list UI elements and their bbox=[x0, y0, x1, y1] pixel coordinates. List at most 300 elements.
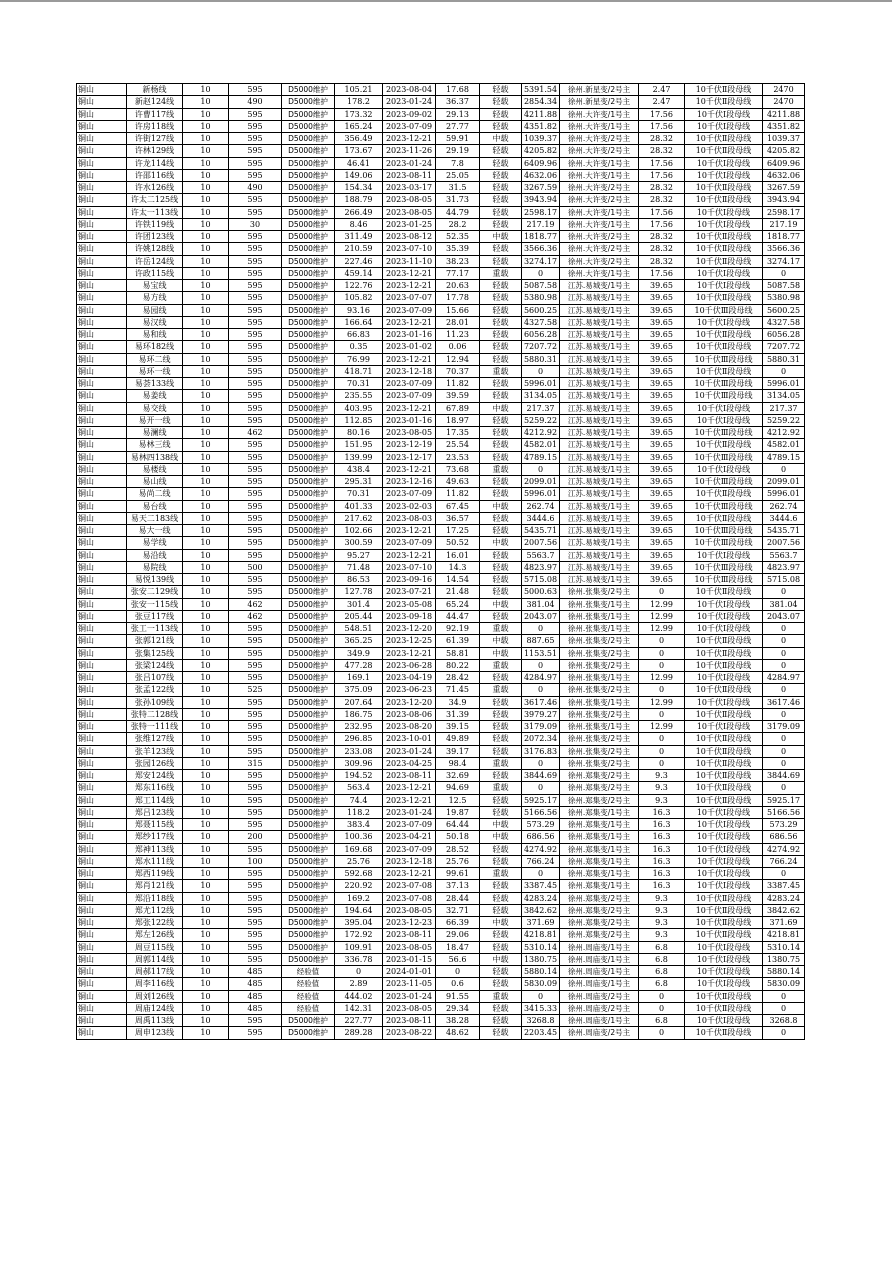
source-cell: D5000维护 bbox=[282, 145, 335, 157]
transformer-cell: 徐州.张集变/2号主 bbox=[560, 635, 639, 647]
voltage-cell: 10 bbox=[183, 929, 229, 941]
load-cell: 349.9 bbox=[335, 647, 383, 659]
bus-section-cell: 10千伏Ⅰ段母线 bbox=[685, 463, 763, 475]
bus-available-cell: 4351.82 bbox=[763, 120, 805, 132]
available-capacity-cell: 4351.82 bbox=[522, 120, 560, 132]
date-cell: 2023-03-17 bbox=[383, 182, 436, 194]
source-cell: D5000维护 bbox=[282, 218, 335, 230]
transformer-cell: 徐州.郑集变/1号主 bbox=[560, 855, 639, 867]
load-rate-cell: 52.35 bbox=[436, 231, 480, 243]
table-row bbox=[77, 855, 805, 867]
transformer-cell: 徐州.周庙变/1号主 bbox=[560, 953, 639, 965]
district-cell: 铜山 bbox=[77, 586, 127, 598]
bus-section-cell: 10千伏Ⅰ段母线 bbox=[685, 218, 763, 230]
transformer-rate-cell: 39.65 bbox=[639, 439, 685, 451]
date-cell: 2023-08-05 bbox=[383, 1002, 436, 1014]
load-status-cell: 中载 bbox=[480, 953, 522, 965]
load-status-cell: 轻载 bbox=[480, 451, 522, 463]
transformer-cell: 江苏.易城变/1号主 bbox=[560, 488, 639, 500]
table-row bbox=[77, 1002, 805, 1014]
load-status-cell: 轻载 bbox=[480, 512, 522, 524]
capacity-cell: 595 bbox=[229, 157, 282, 169]
date-cell: 2023-11-10 bbox=[383, 255, 436, 267]
available-capacity-cell: 5435.71 bbox=[522, 525, 560, 537]
load-cell: 172.92 bbox=[335, 929, 383, 941]
transformer-cell: 江苏.易城变/1号主 bbox=[560, 316, 639, 328]
bus-available-cell: 5380.98 bbox=[763, 292, 805, 304]
bus-section-cell: 10千伏Ⅰ段母线 bbox=[685, 414, 763, 426]
table-row bbox=[77, 537, 805, 549]
date-cell: 2023-04-21 bbox=[383, 831, 436, 843]
available-capacity-cell: 3617.46 bbox=[522, 696, 560, 708]
transformer-rate-cell: 17.56 bbox=[639, 169, 685, 181]
district-cell: 铜山 bbox=[77, 610, 127, 622]
transformer-rate-cell: 9.3 bbox=[639, 794, 685, 806]
available-capacity-cell: 686.56 bbox=[522, 831, 560, 843]
table-row bbox=[77, 696, 805, 708]
district-cell: 铜山 bbox=[77, 561, 127, 573]
load-rate-cell: 15.66 bbox=[436, 304, 480, 316]
capacity-cell: 595 bbox=[229, 169, 282, 181]
load-status-cell: 重载 bbox=[480, 757, 522, 769]
bus-section-cell: 10千伏Ⅲ段母线 bbox=[685, 304, 763, 316]
line-name-cell: 张集125线 bbox=[127, 647, 183, 659]
date-cell: 2023-08-11 bbox=[383, 770, 436, 782]
district-cell: 铜山 bbox=[77, 598, 127, 610]
load-status-cell: 中载 bbox=[480, 500, 522, 512]
bus-section-cell: 10千伏Ⅱ段母线 bbox=[685, 1002, 763, 1014]
transformer-rate-cell: 9.3 bbox=[639, 929, 685, 941]
source-cell: D5000维护 bbox=[282, 782, 335, 794]
load-status-cell: 轻载 bbox=[480, 439, 522, 451]
date-cell: 2023-12-21 bbox=[383, 794, 436, 806]
table-row bbox=[77, 96, 805, 108]
bus-section-cell: 10千伏Ⅰ段母线 bbox=[685, 953, 763, 965]
load-cell: 70.31 bbox=[335, 378, 383, 390]
transformer-rate-cell: 0 bbox=[639, 745, 685, 757]
bus-available-cell: 3943.94 bbox=[763, 194, 805, 206]
table-row bbox=[77, 978, 805, 990]
load-status-cell: 轻载 bbox=[480, 1002, 522, 1014]
available-capacity-cell: 1039.37 bbox=[522, 133, 560, 145]
load-rate-cell: 17.68 bbox=[436, 84, 480, 96]
transformer-cell: 徐州.郑集变/2号主 bbox=[560, 892, 639, 904]
district-cell: 铜山 bbox=[77, 770, 127, 782]
capacity-cell: 595 bbox=[229, 451, 282, 463]
transformer-cell: 徐州.大许变/2号主 bbox=[560, 255, 639, 267]
transformer-rate-cell: 0 bbox=[639, 1002, 685, 1014]
bus-section-cell: 10千伏Ⅲ段母线 bbox=[685, 353, 763, 365]
load-status-cell: 轻载 bbox=[480, 243, 522, 255]
table-row bbox=[77, 439, 805, 451]
load-cell: 188.79 bbox=[335, 194, 383, 206]
voltage-cell: 10 bbox=[183, 280, 229, 292]
transformer-rate-cell: 9.3 bbox=[639, 770, 685, 782]
date-cell: 2023-01-24 bbox=[383, 990, 436, 1002]
load-rate-cell: 59.91 bbox=[436, 133, 480, 145]
date-cell: 2023-01-24 bbox=[383, 96, 436, 108]
load-rate-cell: 31.39 bbox=[436, 708, 480, 720]
bus-available-cell: 0 bbox=[763, 635, 805, 647]
voltage-cell: 10 bbox=[183, 231, 229, 243]
bus-section-cell: 10千伏Ⅰ段母线 bbox=[685, 169, 763, 181]
date-cell: 2023-12-21 bbox=[383, 868, 436, 880]
load-status-cell: 轻载 bbox=[480, 316, 522, 328]
load-rate-cell: 80.22 bbox=[436, 659, 480, 671]
table-row bbox=[77, 659, 805, 671]
voltage-cell: 10 bbox=[183, 243, 229, 255]
bus-section-cell: 10千伏Ⅰ段母线 bbox=[685, 316, 763, 328]
load-status-cell: 中载 bbox=[480, 133, 522, 145]
table-body bbox=[77, 84, 805, 1040]
load-rate-cell: 44.47 bbox=[436, 610, 480, 622]
available-capacity-cell: 5259.22 bbox=[522, 414, 560, 426]
bus-available-cell: 4205.82 bbox=[763, 145, 805, 157]
load-cell: 154.34 bbox=[335, 182, 383, 194]
date-cell: 2023-12-20 bbox=[383, 696, 436, 708]
available-capacity-cell: 0 bbox=[522, 365, 560, 377]
load-rate-cell: 67.45 bbox=[436, 500, 480, 512]
bus-available-cell: 4284.97 bbox=[763, 672, 805, 684]
capacity-cell: 595 bbox=[229, 745, 282, 757]
bus-available-cell: 0 bbox=[763, 990, 805, 1002]
available-capacity-cell: 5391.54 bbox=[522, 84, 560, 96]
voltage-cell: 10 bbox=[183, 659, 229, 671]
date-cell: 2023-06-28 bbox=[383, 659, 436, 671]
load-cell: 70.31 bbox=[335, 488, 383, 500]
voltage-cell: 10 bbox=[183, 733, 229, 745]
bus-available-cell: 5310.14 bbox=[763, 941, 805, 953]
bus-available-cell: 0 bbox=[763, 757, 805, 769]
date-cell: 2023-01-02 bbox=[383, 341, 436, 353]
line-name-cell: 郑张122线 bbox=[127, 917, 183, 929]
bus-section-cell: 10千伏Ⅱ段母线 bbox=[685, 231, 763, 243]
available-capacity-cell: 3268.8 bbox=[522, 1015, 560, 1027]
source-cell: D5000维护 bbox=[282, 267, 335, 279]
date-cell: 2023-12-19 bbox=[383, 439, 436, 451]
date-cell: 2023-01-24 bbox=[383, 806, 436, 818]
source-cell: D5000维护 bbox=[282, 672, 335, 684]
bus-available-cell: 2007.56 bbox=[763, 537, 805, 549]
date-cell: 2023-12-18 bbox=[383, 855, 436, 867]
capacity-cell: 595 bbox=[229, 917, 282, 929]
line-name-cell: 易林四138线 bbox=[127, 451, 183, 463]
voltage-cell: 10 bbox=[183, 806, 229, 818]
bus-section-cell: 10千伏Ⅰ段母线 bbox=[685, 280, 763, 292]
source-cell: D5000维护 bbox=[282, 1027, 335, 1039]
table-row bbox=[77, 206, 805, 218]
capacity-cell: 595 bbox=[229, 770, 282, 782]
load-rate-cell: 38.28 bbox=[436, 1015, 480, 1027]
bus-available-cell: 0 bbox=[763, 586, 805, 598]
transformer-rate-cell: 17.56 bbox=[639, 218, 685, 230]
transformer-rate-cell: 39.65 bbox=[639, 390, 685, 402]
date-cell: 2023-12-21 bbox=[383, 280, 436, 292]
source-cell: D5000维护 bbox=[282, 402, 335, 414]
district-cell: 铜山 bbox=[77, 806, 127, 818]
line-name-cell: 郑东116线 bbox=[127, 782, 183, 794]
load-rate-cell: 16.01 bbox=[436, 549, 480, 561]
transformer-cell: 徐州.郑集变/2号主 bbox=[560, 770, 639, 782]
district-cell: 铜山 bbox=[77, 990, 127, 1002]
load-cell: 139.99 bbox=[335, 451, 383, 463]
line-name-cell: 许团123线 bbox=[127, 231, 183, 243]
transformer-cell: 江苏.易城变/1号主 bbox=[560, 341, 639, 353]
load-cell: 25.76 bbox=[335, 855, 383, 867]
line-name-cell: 周李116线 bbox=[127, 978, 183, 990]
date-cell: 2023-08-05 bbox=[383, 904, 436, 916]
line-name-cell: 张工一113线 bbox=[127, 623, 183, 635]
transformer-cell: 徐州.郑集变/1号主 bbox=[560, 806, 639, 818]
table-row bbox=[77, 329, 805, 341]
bus-available-cell: 4632.06 bbox=[763, 169, 805, 181]
load-status-cell: 轻载 bbox=[480, 1027, 522, 1039]
load-cell: 173.32 bbox=[335, 108, 383, 120]
line-name-cell: 易和线 bbox=[127, 329, 183, 341]
transformer-cell: 徐州.郑集变/2号主 bbox=[560, 917, 639, 929]
line-name-cell: 张羊123线 bbox=[127, 745, 183, 757]
available-capacity-cell: 2203.45 bbox=[522, 1027, 560, 1039]
load-status-cell: 重载 bbox=[480, 623, 522, 635]
table-row bbox=[77, 182, 805, 194]
date-cell: 2023-07-09 bbox=[383, 843, 436, 855]
district-cell: 铜山 bbox=[77, 647, 127, 659]
table-row bbox=[77, 390, 805, 402]
load-rate-cell: 50.18 bbox=[436, 831, 480, 843]
capacity-cell: 595 bbox=[229, 243, 282, 255]
load-status-cell: 中载 bbox=[480, 635, 522, 647]
bus-available-cell: 0 bbox=[763, 684, 805, 696]
bus-section-cell: 10千伏Ⅲ段母线 bbox=[685, 537, 763, 549]
load-rate-cell: 29.13 bbox=[436, 108, 480, 120]
load-rate-cell: 36.37 bbox=[436, 96, 480, 108]
transformer-cell: 江苏.易城变/1号主 bbox=[560, 500, 639, 512]
bus-section-cell: 10千伏Ⅱ段母线 bbox=[685, 133, 763, 145]
source-cell: D5000维护 bbox=[282, 390, 335, 402]
district-cell: 铜山 bbox=[77, 757, 127, 769]
voltage-cell: 10 bbox=[183, 855, 229, 867]
capacity-cell: 595 bbox=[229, 843, 282, 855]
table-row bbox=[77, 708, 805, 720]
available-capacity-cell: 4632.06 bbox=[522, 169, 560, 181]
line-name-cell: 周豆115线 bbox=[127, 941, 183, 953]
bus-available-cell: 0 bbox=[763, 647, 805, 659]
voltage-cell: 10 bbox=[183, 194, 229, 206]
district-cell: 铜山 bbox=[77, 917, 127, 929]
source-cell: D5000维护 bbox=[282, 598, 335, 610]
voltage-cell: 10 bbox=[183, 610, 229, 622]
transformer-rate-cell: 39.65 bbox=[639, 451, 685, 463]
capacity-cell: 595 bbox=[229, 84, 282, 96]
transformer-rate-cell: 16.3 bbox=[639, 806, 685, 818]
transformer-rate-cell: 39.65 bbox=[639, 329, 685, 341]
table-row bbox=[77, 561, 805, 573]
table-row bbox=[77, 757, 805, 769]
available-capacity-cell: 371.69 bbox=[522, 917, 560, 929]
capacity-cell: 595 bbox=[229, 1027, 282, 1039]
table-row bbox=[77, 806, 805, 818]
source-cell: D5000维护 bbox=[282, 292, 335, 304]
transformer-rate-cell: 0 bbox=[639, 684, 685, 696]
load-cell: 296.85 bbox=[335, 733, 383, 745]
table-row bbox=[77, 476, 805, 488]
bus-section-cell: 10千伏Ⅰ段母线 bbox=[685, 721, 763, 733]
source-cell: D5000维护 bbox=[282, 488, 335, 500]
table-row bbox=[77, 623, 805, 635]
line-name-cell: 张梁124线 bbox=[127, 659, 183, 671]
bus-available-cell: 5925.17 bbox=[763, 794, 805, 806]
date-cell: 2023-12-21 bbox=[383, 316, 436, 328]
line-name-cell: 易林三线 bbox=[127, 439, 183, 451]
capacity-cell: 595 bbox=[229, 929, 282, 941]
district-cell: 铜山 bbox=[77, 84, 127, 96]
load-rate-cell: 29.19 bbox=[436, 145, 480, 157]
bus-section-cell: 10千伏Ⅰ段母线 bbox=[685, 402, 763, 414]
table-row bbox=[77, 365, 805, 377]
load-rate-cell: 11.82 bbox=[436, 488, 480, 500]
table-row bbox=[77, 1015, 805, 1027]
load-cell: 8.46 bbox=[335, 218, 383, 230]
district-cell: 铜山 bbox=[77, 1002, 127, 1014]
load-status-cell: 重载 bbox=[480, 659, 522, 671]
date-cell: 2023-01-16 bbox=[383, 329, 436, 341]
source-cell: D5000维护 bbox=[282, 476, 335, 488]
source-cell: D5000维护 bbox=[282, 1015, 335, 1027]
line-name-cell: 周庙124线 bbox=[127, 1002, 183, 1014]
table-row bbox=[77, 194, 805, 206]
available-capacity-cell: 5996.01 bbox=[522, 488, 560, 500]
available-capacity-cell: 0 bbox=[522, 463, 560, 475]
transformer-cell: 江苏.易城变/1号主 bbox=[560, 353, 639, 365]
available-capacity-cell: 5600.25 bbox=[522, 304, 560, 316]
source-cell: D5000维护 bbox=[282, 512, 335, 524]
district-cell: 铜山 bbox=[77, 843, 127, 855]
capacity-cell: 500 bbox=[229, 561, 282, 573]
voltage-cell: 10 bbox=[183, 721, 229, 733]
transformer-rate-cell: 12.99 bbox=[639, 623, 685, 635]
load-cell: 205.44 bbox=[335, 610, 383, 622]
capacity-cell: 595 bbox=[229, 280, 282, 292]
bus-section-cell: 10千伏Ⅱ段母线 bbox=[685, 745, 763, 757]
line-name-cell: 张孙109线 bbox=[127, 696, 183, 708]
voltage-cell: 10 bbox=[183, 549, 229, 561]
bus-available-cell: 4274.92 bbox=[763, 843, 805, 855]
available-capacity-cell: 7207.72 bbox=[522, 341, 560, 353]
available-capacity-cell: 3415.33 bbox=[522, 1002, 560, 1014]
table-row bbox=[77, 672, 805, 684]
date-cell: 2023-07-10 bbox=[383, 561, 436, 573]
transformer-cell: 徐州.张集变/2号主 bbox=[560, 708, 639, 720]
load-cell: 173.67 bbox=[335, 145, 383, 157]
load-status-cell: 中载 bbox=[480, 537, 522, 549]
load-rate-cell: 37.13 bbox=[436, 880, 480, 892]
transformer-rate-cell: 0 bbox=[639, 757, 685, 769]
transformer-cell: 徐州.新星变/2号主 bbox=[560, 96, 639, 108]
transformer-rate-cell: 2.47 bbox=[639, 96, 685, 108]
line-name-cell: 许太二125线 bbox=[127, 194, 183, 206]
bus-section-cell: 10千伏Ⅰ段母线 bbox=[685, 843, 763, 855]
load-status-cell: 轻载 bbox=[480, 586, 522, 598]
bus-section-cell: 10千伏Ⅱ段母线 bbox=[685, 647, 763, 659]
table-row bbox=[77, 427, 805, 439]
available-capacity-cell: 3444.6 bbox=[522, 512, 560, 524]
load-status-cell: 轻载 bbox=[480, 378, 522, 390]
transformer-cell: 江苏.易城变/1号主 bbox=[560, 463, 639, 475]
district-cell: 铜山 bbox=[77, 794, 127, 806]
bus-section-cell: 10千伏Ⅱ段母线 bbox=[685, 255, 763, 267]
date-cell: 2023-12-21 bbox=[383, 133, 436, 145]
bus-section-cell: 10千伏Ⅲ段母线 bbox=[685, 451, 763, 463]
line-name-cell: 郑西119线 bbox=[127, 868, 183, 880]
load-rate-cell: 11.82 bbox=[436, 378, 480, 390]
voltage-cell: 10 bbox=[183, 120, 229, 132]
source-cell: D5000维护 bbox=[282, 451, 335, 463]
load-rate-cell: 49.63 bbox=[436, 476, 480, 488]
transformer-cell: 徐州.大许变/1号主 bbox=[560, 108, 639, 120]
load-rate-cell: 14.3 bbox=[436, 561, 480, 573]
load-status-cell: 中载 bbox=[480, 819, 522, 831]
table-row bbox=[77, 304, 805, 316]
district-cell: 铜山 bbox=[77, 855, 127, 867]
bus-available-cell: 3566.36 bbox=[763, 243, 805, 255]
bus-available-cell: 5259.22 bbox=[763, 414, 805, 426]
transformer-cell: 徐州.张集变/1号主 bbox=[560, 623, 639, 635]
line-name-cell: 周刘126线 bbox=[127, 990, 183, 1002]
bus-available-cell: 3444.6 bbox=[763, 512, 805, 524]
available-capacity-cell: 3943.94 bbox=[522, 194, 560, 206]
transformer-rate-cell: 6.8 bbox=[639, 941, 685, 953]
capacity-cell: 462 bbox=[229, 427, 282, 439]
date-cell: 2023-07-09 bbox=[383, 378, 436, 390]
bus-section-cell: 10千伏Ⅱ段母线 bbox=[685, 365, 763, 377]
bus-section-cell: 10千伏Ⅰ段母线 bbox=[685, 623, 763, 635]
date-cell: 2023-12-21 bbox=[383, 267, 436, 279]
transformer-cell: 徐州.郑集变/1号主 bbox=[560, 868, 639, 880]
source-cell: D5000维护 bbox=[282, 574, 335, 586]
load-cell: 592.68 bbox=[335, 868, 383, 880]
available-capacity-cell: 217.19 bbox=[522, 218, 560, 230]
available-capacity-cell: 3134.05 bbox=[522, 390, 560, 402]
load-rate-cell: 44.79 bbox=[436, 206, 480, 218]
district-cell: 铜山 bbox=[77, 941, 127, 953]
bus-available-cell: 0 bbox=[763, 463, 805, 475]
load-status-cell: 重载 bbox=[480, 365, 522, 377]
table-row bbox=[77, 292, 805, 304]
transformer-cell: 徐州.大许变/1号主 bbox=[560, 120, 639, 132]
available-capacity-cell: 4283.24 bbox=[522, 892, 560, 904]
bus-available-cell: 0 bbox=[763, 1002, 805, 1014]
load-rate-cell: 35.39 bbox=[436, 243, 480, 255]
capacity-cell: 595 bbox=[229, 414, 282, 426]
available-capacity-cell: 766.24 bbox=[522, 855, 560, 867]
bus-section-cell: 10千伏Ⅰ段母线 bbox=[685, 978, 763, 990]
load-rate-cell: 17.78 bbox=[436, 292, 480, 304]
district-cell: 铜山 bbox=[77, 231, 127, 243]
load-rate-cell: 23.53 bbox=[436, 451, 480, 463]
bus-section-cell: 10千伏Ⅱ段母线 bbox=[685, 439, 763, 451]
date-cell: 2023-12-17 bbox=[383, 451, 436, 463]
load-cell: 356.49 bbox=[335, 133, 383, 145]
source-cell: D5000维护 bbox=[282, 610, 335, 622]
district-cell: 铜山 bbox=[77, 402, 127, 414]
date-cell: 2023-01-24 bbox=[383, 745, 436, 757]
transformer-rate-cell: 9.3 bbox=[639, 904, 685, 916]
transformer-cell: 徐州.周庙变/2号主 bbox=[560, 1002, 639, 1014]
bus-available-cell: 0 bbox=[763, 1027, 805, 1039]
load-cell: 336.78 bbox=[335, 953, 383, 965]
voltage-cell: 10 bbox=[183, 745, 229, 757]
line-name-cell: 郑左126线 bbox=[127, 929, 183, 941]
